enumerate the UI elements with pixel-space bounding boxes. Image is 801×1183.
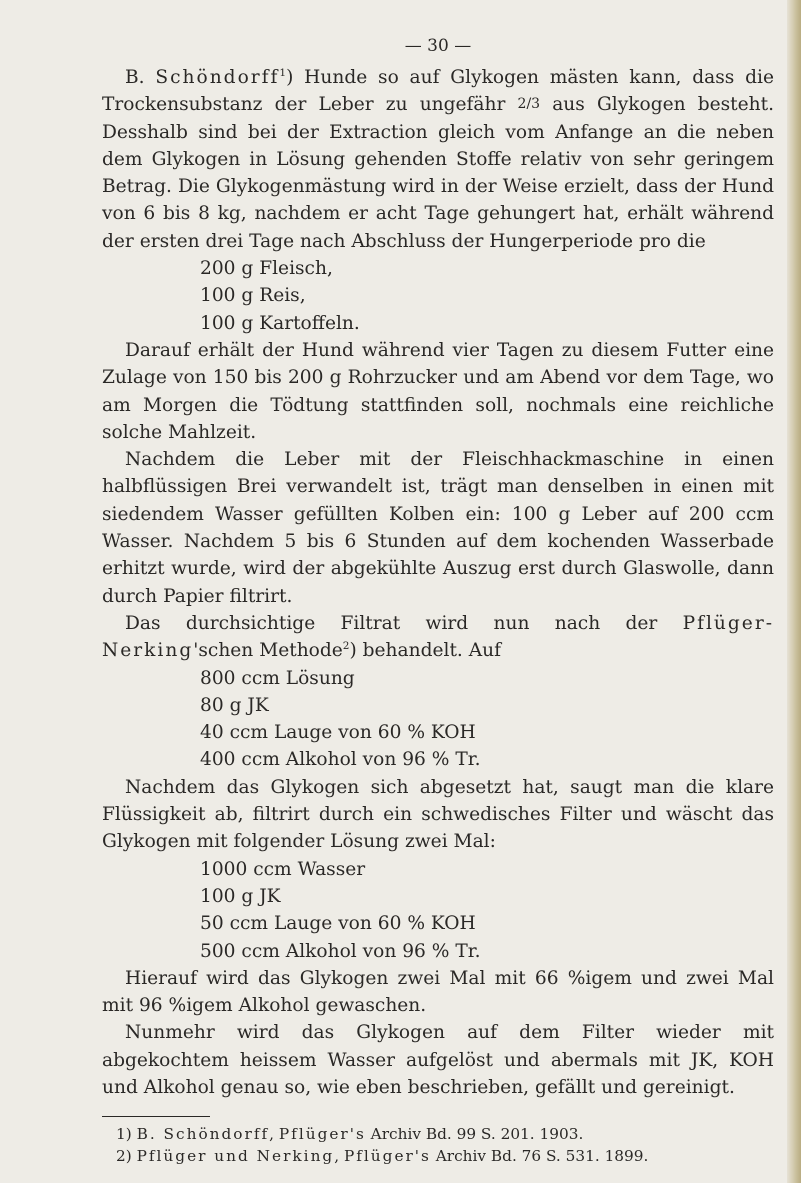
author-name: Schöndorff [155, 67, 280, 88]
text-run: , [269, 1125, 279, 1144]
diet-list [102, 255, 774, 337]
text-run: 'schen Methode [193, 640, 343, 662]
text-run: ) behandelt. Auf [349, 640, 502, 662]
paragraph-5: Nachdem das Glykogen sich abgesetzt hat, saugt man die klare Flüssigkeit ab, filtrirt durch ein schwedisches Filter und wäscht das Glykogen mit folgender Lösung zwei Mal: [102, 776, 774, 853]
footnote-divider [102, 1116, 210, 1117]
footnote-2 [102, 1145, 774, 1167]
list-item: 500 ccm Alkohol von 96 % Tr. [200, 940, 481, 962]
author-name: Pflüger-Nerking [102, 612, 774, 662]
list-item: 800 ccm Lösung [200, 667, 355, 689]
list-item: 40 ccm Lauge von 60 % KOH [200, 722, 476, 744]
author-name: B. Schöndorff [136, 1125, 270, 1144]
text-run: Das durchsichtige Filtrat wird nun nach der [125, 612, 683, 634]
footnote-ref-1: 1 [279, 66, 287, 79]
footnote-number: 1) [116, 1125, 137, 1144]
text-run: Archiv Bd. 76 S. 531. 1899. [430, 1147, 649, 1166]
fraction: 2/3 [517, 96, 541, 113]
text-run: ) Hunde so auf Glykogen mästen kann, dass die Trockensubstanz der Leber zu ungefähr [102, 67, 774, 116]
list-item: 200 g Fleisch, [200, 258, 333, 280]
paragraph-1 [102, 64, 774, 255]
paragraph-6: Hierauf wird das Glykogen zwei Mal mit 66 %igem und zwei Mal mit 96 %igem Alkohol gewaschen. [102, 967, 774, 1017]
recipe-list-2 [102, 856, 774, 965]
journal-name: Pflüger's [343, 1147, 431, 1166]
footnote-ref-2: 2 [342, 640, 350, 653]
journal-name: Pflüger's [278, 1125, 366, 1144]
footnote-number: 2) [116, 1147, 137, 1166]
paragraph-2: Darauf erhält der Hund während vier Tagen zu diesem Futter eine Zulage von 150 bis 200 g Rohrzucker und am Abend vor dem Tage, wo am Morgen die Tödtung stattfinden soll, nochmals eine reichliche solche Mahlzeit. [102, 339, 774, 443]
text-run: B. [125, 67, 156, 88]
text-run: aus Glykogen besteht. Desshalb sind bei der Extraction gleich vom Anfange an die neben dem Glykogen in Lösung gehenden Stoffe relativ von sehr geringem Betrag. Die Glykogenmästung wird in der Weise erzielt, dass der Hund von 6 bis 8 kg, nachdem er acht Tage gehungert hat, erhält während der ersten drei Tage nach Abschluss der Hungerperiode pro die [102, 94, 775, 252]
paragraph-7: Nunmehr wird das Glykogen auf dem Filter wieder mit abgekochtem heissem Wasser aufgelöst und abermals mit JK, KOH und Alkohol genau so, wie eben beschrieben, gefällt und gereinigt. [102, 1022, 774, 1098]
list-item: 400 ccm Alkohol von 96 % Tr. [200, 749, 481, 771]
footnote-1 [102, 1123, 774, 1145]
text-run: Archiv Bd. 99 S. 201. 1903. [365, 1125, 584, 1144]
list-item: 100 g Reis, [200, 285, 306, 307]
paragraph-4 [102, 610, 774, 665]
paragraph-3: Nachdem die Leber mit der Fleischhackmaschine in einen halbflüssigen Brei verwandelt ist, trägt man denselben in einen mit siedendem Wasser gefüllten Kolben ein: 100 g Leber auf 200 ccm Wasser. Nachdem 5 bis 6 Stunden auf dem kochenden Wasserbade erhitzt wurde, wird der abgekühlte Auszug erst durch Glaswolle, dann durch Papier filtrirt. [102, 449, 774, 607]
list-item: 80 g JK [200, 694, 269, 716]
page-number: — 30 — [404, 36, 472, 56]
list-item: 50 ccm Lauge von 60 % KOH [200, 913, 476, 935]
book-page [102, 34, 774, 1167]
list-item: 100 g JK [200, 885, 281, 907]
page-edge-shadow [787, 0, 801, 1183]
list-item: 100 g Kartoffeln. [200, 312, 360, 334]
text-run: , [334, 1147, 344, 1166]
list-item: 1000 ccm Wasser [200, 858, 366, 880]
author-name: Pflüger und Nerking [136, 1147, 335, 1166]
recipe-list-1 [102, 665, 774, 774]
